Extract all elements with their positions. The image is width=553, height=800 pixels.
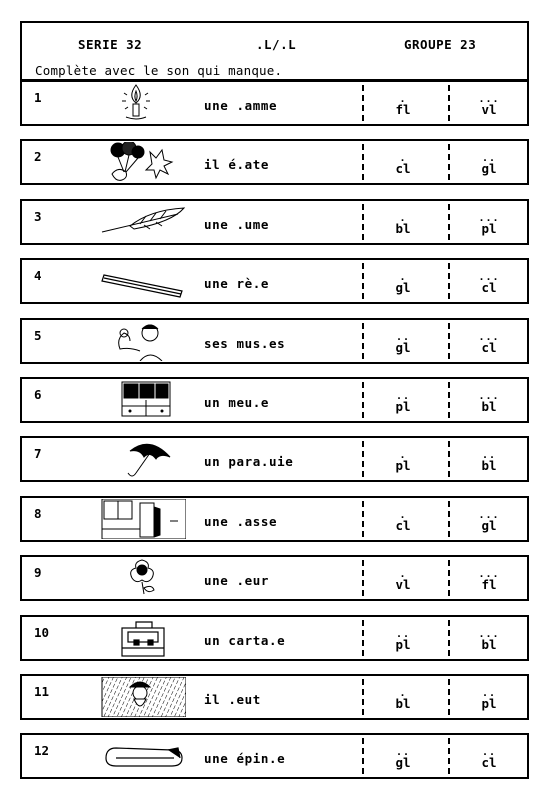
item-number: 6 bbox=[34, 387, 42, 402]
cabinet-icon bbox=[100, 380, 186, 420]
item-number: 9 bbox=[34, 565, 42, 581]
option-one[interactable] bbox=[373, 94, 433, 117]
item-number: 8 bbox=[34, 505, 42, 521]
option-two[interactable] bbox=[459, 450, 519, 474]
sound-dots: .. bbox=[481, 747, 497, 759]
balloons-burst-icon bbox=[100, 142, 186, 182]
option-two[interactable] bbox=[459, 153, 519, 177]
sound-dots: .. bbox=[395, 628, 411, 640]
option-two[interactable] bbox=[459, 272, 519, 296]
exercise-row bbox=[20, 496, 529, 542]
option-two[interactable] bbox=[459, 628, 519, 652]
dashed-separator bbox=[448, 738, 450, 774]
option-label: pl bbox=[395, 636, 411, 652]
exercise-row bbox=[20, 377, 529, 423]
candle-icon bbox=[100, 83, 186, 123]
incomplete-word: une .asse bbox=[204, 513, 278, 529]
incomplete-word: un meu.e bbox=[204, 395, 270, 410]
option-label: cl bbox=[481, 755, 497, 771]
dashed-separator bbox=[362, 204, 364, 240]
sound-dots: . bbox=[399, 509, 407, 521]
exercise-row bbox=[20, 139, 529, 185]
option-two[interactable] bbox=[459, 212, 519, 236]
sound-dots: . bbox=[399, 569, 407, 581]
option-one[interactable] bbox=[373, 747, 433, 771]
exercise-row bbox=[20, 674, 529, 720]
sound-dots: ... bbox=[478, 628, 500, 640]
dashed-separator bbox=[448, 204, 450, 240]
option-label: cl bbox=[481, 280, 497, 296]
dashed-separator bbox=[362, 323, 364, 359]
dashed-separator bbox=[448, 144, 450, 180]
option-one[interactable] bbox=[373, 688, 433, 711]
option-label: bl bbox=[481, 636, 497, 652]
option-label: vl bbox=[481, 102, 497, 117]
sound-dots: ... bbox=[478, 391, 500, 402]
option-label: bl bbox=[395, 696, 411, 711]
dashed-separator bbox=[448, 263, 450, 299]
option-label: cl bbox=[481, 339, 497, 355]
exercise-row bbox=[20, 615, 529, 661]
option-label: cl bbox=[395, 517, 411, 533]
sound-dots: ... bbox=[478, 212, 500, 224]
umbrella-icon bbox=[100, 439, 186, 479]
option-label: gl bbox=[481, 517, 497, 533]
dashed-separator bbox=[448, 323, 450, 359]
dashed-separator bbox=[448, 560, 450, 596]
strongman-icon bbox=[100, 321, 186, 361]
dashed-separator bbox=[362, 85, 364, 121]
dashed-separator bbox=[448, 85, 450, 121]
dashed-separator bbox=[362, 560, 364, 596]
option-two[interactable] bbox=[459, 391, 519, 414]
incomplete-word: il .eut bbox=[204, 692, 261, 707]
sound-dots: . bbox=[399, 450, 407, 462]
option-two[interactable] bbox=[459, 331, 519, 355]
option-label: gl bbox=[395, 755, 411, 771]
groupe-label: GROUPE 23 bbox=[404, 37, 477, 52]
dashed-separator bbox=[448, 501, 450, 537]
sound-dots: .. bbox=[481, 688, 497, 699]
option-one[interactable] bbox=[373, 153, 433, 177]
option-label: pl bbox=[395, 458, 411, 474]
item-number: 4 bbox=[34, 268, 42, 284]
dashed-separator bbox=[362, 738, 364, 774]
option-one[interactable] bbox=[373, 450, 433, 474]
option-label: gl bbox=[395, 339, 411, 355]
exercise-row bbox=[20, 733, 529, 779]
incomplete-word: une rè.e bbox=[204, 276, 270, 292]
option-one[interactable] bbox=[373, 509, 433, 533]
item-number: 10 bbox=[34, 624, 50, 640]
sound-dots: . bbox=[399, 212, 407, 224]
item-number: 2 bbox=[34, 149, 42, 165]
dashed-separator bbox=[448, 679, 450, 715]
dashed-separator bbox=[448, 620, 450, 656]
exercise-row bbox=[20, 258, 529, 304]
sound-pattern: .L/.L bbox=[256, 37, 297, 52]
worksheet-header bbox=[20, 21, 529, 81]
ruler-icon bbox=[100, 261, 186, 301]
option-label: gl bbox=[481, 161, 497, 177]
option-two[interactable] bbox=[459, 94, 519, 117]
option-one[interactable] bbox=[373, 331, 433, 355]
dashed-separator bbox=[362, 263, 364, 299]
safety-pin-icon bbox=[100, 736, 186, 776]
option-label: vl bbox=[395, 577, 411, 593]
option-label: pl bbox=[395, 399, 411, 414]
option-label: bl bbox=[395, 220, 411, 236]
sound-dots: .. bbox=[395, 747, 411, 759]
exercise-row bbox=[20, 80, 529, 126]
sound-dots: .. bbox=[481, 153, 497, 165]
option-one[interactable] bbox=[373, 272, 433, 296]
incomplete-word: une .eur bbox=[204, 573, 270, 589]
dashed-separator bbox=[362, 620, 364, 656]
schoolbag-icon bbox=[100, 618, 186, 658]
exercise-row bbox=[20, 555, 529, 601]
rain-character-icon bbox=[100, 677, 186, 717]
dashed-separator bbox=[362, 679, 364, 715]
sound-dots: . bbox=[399, 688, 407, 699]
option-one[interactable] bbox=[373, 569, 433, 593]
option-two[interactable] bbox=[459, 569, 519, 593]
dashed-separator bbox=[448, 441, 450, 477]
incomplete-word: un carta.e bbox=[204, 632, 286, 648]
option-two[interactable] bbox=[459, 509, 519, 533]
sound-dots: . bbox=[399, 153, 407, 165]
dashed-separator bbox=[362, 382, 364, 418]
incomplete-word: une .ume bbox=[204, 216, 270, 232]
item-number: 12 bbox=[34, 743, 50, 759]
dashed-separator bbox=[362, 144, 364, 180]
instruction-text: Complète avec le son qui manque. bbox=[35, 63, 283, 78]
sound-dots: .. bbox=[481, 450, 497, 462]
option-two[interactable] bbox=[459, 747, 519, 771]
incomplete-word: une .amme bbox=[204, 98, 278, 113]
incomplete-word: il é.ate bbox=[204, 157, 270, 173]
dashed-separator bbox=[448, 382, 450, 418]
flower-icon bbox=[100, 558, 186, 598]
feather-icon bbox=[100, 202, 186, 242]
option-two[interactable] bbox=[459, 688, 519, 711]
sound-dots: ... bbox=[478, 509, 500, 521]
item-number: 7 bbox=[34, 446, 42, 462]
worksheet bbox=[20, 21, 529, 792]
exercise-row bbox=[20, 199, 529, 245]
item-number: 1 bbox=[34, 90, 42, 105]
option-label: bl bbox=[481, 458, 497, 474]
exercise-row bbox=[20, 318, 529, 364]
option-label: gl bbox=[395, 280, 411, 296]
exercise-row bbox=[20, 436, 529, 482]
serie-label: SERIE 32 bbox=[78, 37, 143, 52]
dashed-separator bbox=[362, 501, 364, 537]
option-label: pl bbox=[481, 696, 497, 711]
option-label: pl bbox=[481, 220, 497, 236]
option-one[interactable] bbox=[373, 628, 433, 652]
option-one[interactable] bbox=[373, 212, 433, 236]
sound-dots: . bbox=[399, 94, 407, 105]
option-one[interactable] bbox=[373, 391, 433, 414]
sound-dots: ... bbox=[478, 94, 500, 105]
option-label: cl bbox=[395, 161, 411, 177]
sound-dots: ... bbox=[478, 569, 500, 581]
incomplete-word: ses mus.es bbox=[204, 335, 286, 351]
sound-dots: .. bbox=[395, 391, 411, 402]
option-label: bl bbox=[481, 399, 497, 414]
incomplete-word: une épin.e bbox=[204, 751, 286, 767]
item-number: 3 bbox=[34, 208, 42, 224]
classroom-door-icon bbox=[100, 499, 186, 539]
dashed-separator bbox=[362, 441, 364, 477]
sound-dots: ... bbox=[478, 272, 500, 284]
option-label: fl bbox=[395, 102, 411, 117]
option-label: fl bbox=[481, 577, 497, 593]
incomplete-word: un para.uie bbox=[204, 454, 294, 470]
item-number: 5 bbox=[34, 327, 42, 343]
sound-dots: . bbox=[399, 272, 407, 284]
sound-dots: ... bbox=[478, 331, 500, 343]
item-number: 11 bbox=[34, 684, 50, 699]
sound-dots: .. bbox=[395, 331, 411, 343]
